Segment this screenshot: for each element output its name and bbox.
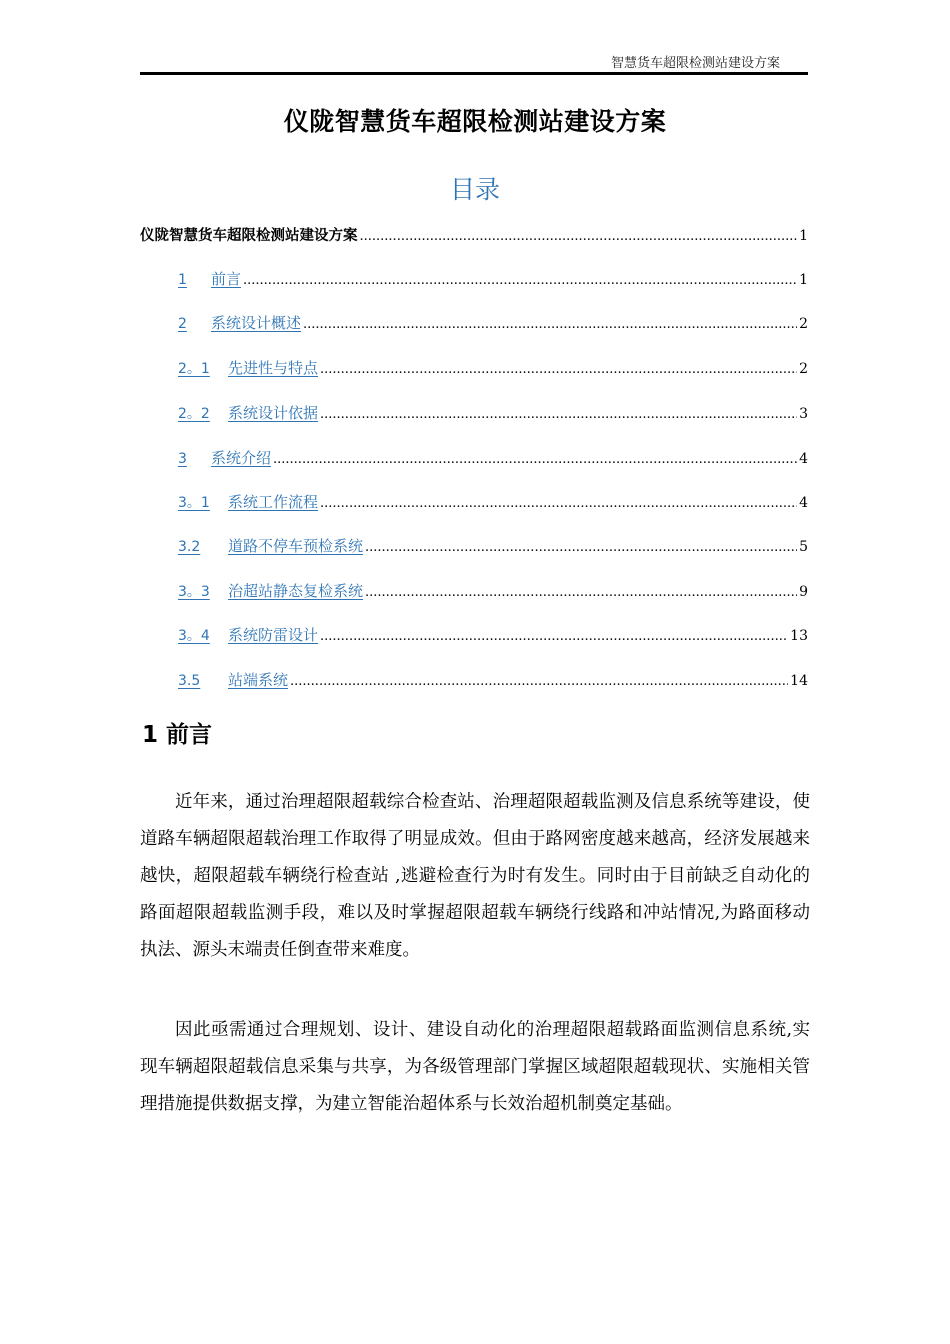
toc-entry-label[interactable]: 系统防雷设计 <box>228 626 319 644</box>
toc-entry-page: 2 <box>799 361 808 377</box>
body-paragraph: 因此亟需通过合理规划、设计、建设自动化的治理超限超载路面监测信息系统,实现车辆超限超载信息采集与共享，为各级管理部门掌握区域超限超载现状、实施相关管理措施提供数据支撑，为建立智能治超体系与长效治超机制奠定基础。 <box>140 1020 810 1114</box>
body-paragraph: 近年来，通过治理超限超载综合检查站、治理超限超载监测及信息系统等建设，使道路车辆超限超载治理工作取得了明显成效。但由于路网密度越来越高，经济发展越来越快，超限超载车辆绕行检查站 ,逃避检查行为时有发生。同时由于目前缺乏自动化的路面超限超载监测手段，难以及时掌握超限超载车辆绕行线路和冲站情况,为路面移动执法、源头末端责任倒查带来难度。 <box>140 792 810 960</box>
toc-entry-number[interactable]: 1 <box>178 272 187 288</box>
toc-leader <box>273 452 797 467</box>
toc-entry-page: 3 <box>799 406 808 422</box>
toc-entry-page: 4 <box>799 451 808 467</box>
toc-entry-number[interactable]: 2。1 <box>178 361 210 377</box>
toc-leader <box>320 362 797 377</box>
toc-leader <box>320 496 797 511</box>
toc-entry-label[interactable]: 前言 <box>211 270 242 288</box>
toc-entry-page: 13 <box>790 628 808 644</box>
toc-leader <box>320 407 797 422</box>
toc-entry-label[interactable]: 先进性与特点 <box>228 359 319 377</box>
toc-entry-page: 4 <box>799 495 808 511</box>
toc-entry-3[interactable] <box>140 447 808 471</box>
toc-entry-number[interactable]: 2。2 <box>178 406 210 422</box>
toc-entry-label[interactable]: 道路不停车预检系统 <box>228 537 364 555</box>
toc-entry-3-5[interactable] <box>140 669 808 693</box>
toc-leader <box>290 674 788 689</box>
toc-entry-page: 1 <box>799 272 808 288</box>
toc-entry-1[interactable] <box>140 268 808 292</box>
toc-heading: 目录 <box>449 175 500 204</box>
toc-entry-number[interactable]: 3。4 <box>178 628 210 644</box>
toc-entry-label[interactable]: 系统设计概述 <box>211 314 302 332</box>
toc-entry-3-2[interactable] <box>140 535 808 559</box>
toc-leader <box>365 540 797 555</box>
toc-entry-page: 2 <box>799 316 808 332</box>
toc-entry-3-4[interactable] <box>140 624 808 648</box>
toc-entry-label[interactable]: 站端系统 <box>228 671 289 689</box>
toc-entry-page: 9 <box>799 584 808 600</box>
toc-entry-label[interactable]: 系统设计依据 <box>228 404 319 422</box>
toc-leader <box>320 629 788 644</box>
toc-entry-page: 14 <box>790 673 808 689</box>
running-header: 智慧货车超限检测站建设方案 <box>610 56 780 71</box>
toc-entry-number[interactable]: 3 <box>178 451 187 467</box>
section-heading: 1 前言 <box>142 722 213 748</box>
toc-entry-number[interactable]: 3.5 <box>178 673 201 689</box>
toc-leader <box>360 229 798 244</box>
toc-entry-number[interactable]: 2 <box>178 316 187 332</box>
toc-entry-2-2[interactable] <box>140 402 808 426</box>
document-title: 仪陇智慧货车超限检测站建设方案 <box>283 107 667 136</box>
toc-entry-2-1[interactable] <box>140 357 808 381</box>
toc-entry-label[interactable]: 系统介绍 <box>211 449 272 467</box>
toc-entry-number[interactable]: 3。3 <box>178 584 210 600</box>
toc-entry-number[interactable]: 3。1 <box>178 495 210 511</box>
toc-entry-title[interactable] <box>140 224 808 248</box>
toc-entry-page: 1 <box>799 228 808 244</box>
toc-entry-label[interactable]: 治超站静态复检系统 <box>228 582 364 600</box>
toc-entry-label[interactable]: 仪陇智慧货车超限检测站建设方案 <box>140 227 358 244</box>
toc-leader <box>365 585 797 600</box>
toc-entry-number[interactable]: 3.2 <box>178 539 201 555</box>
header-rule <box>140 72 808 75</box>
toc-leader <box>303 317 797 332</box>
toc-entry-3-3[interactable] <box>140 580 808 604</box>
toc-entry-label[interactable]: 系统工作流程 <box>228 493 319 511</box>
toc-entry-3-1[interactable] <box>140 491 808 515</box>
toc-entry-page: 5 <box>799 539 808 555</box>
toc-leader <box>243 273 797 288</box>
toc-entry-2[interactable] <box>140 312 808 336</box>
